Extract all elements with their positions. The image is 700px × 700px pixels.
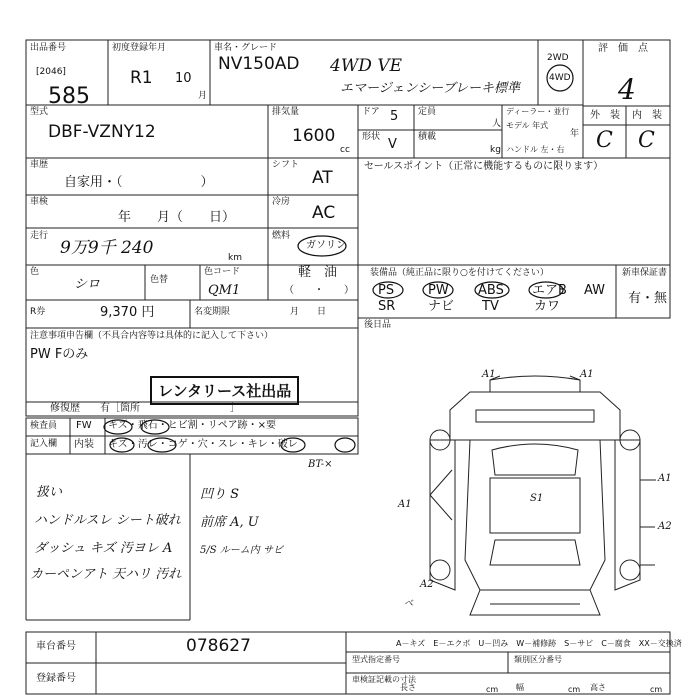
sales-label: セールスポイント（正常に機能するものに限ります） xyxy=(364,161,604,172)
ac: AC xyxy=(312,203,336,223)
first-reg-year: 10 xyxy=(175,71,192,86)
type-num-label: 型式指定番号 xyxy=(352,655,400,664)
notes-text: PW Fのみ xyxy=(30,347,89,362)
km-unit: km xyxy=(228,253,242,263)
post-items-label: 後日品 xyxy=(364,320,392,330)
displacement-label: 排気量 xyxy=(272,107,300,117)
name-label: 車名・グレード xyxy=(214,43,278,53)
equip-label: 装備品（純正品に限り○を付けてください） xyxy=(370,268,549,278)
mark-s1-center: S1 xyxy=(530,493,544,504)
mark-a2-right: A2 xyxy=(658,521,672,532)
name-change-label: 名変期限 xyxy=(194,307,231,317)
first-reg-label: 初度登録年月 xyxy=(112,43,167,53)
fw-label: FW xyxy=(76,420,92,431)
dealer-label: ディーラー・並行 xyxy=(506,107,570,116)
doors-label: ドア xyxy=(362,107,380,117)
color-change-label: 色替 xyxy=(150,275,169,285)
mileage: 9万9千 240 xyxy=(60,238,154,258)
width-label: 幅 xyxy=(516,683,524,692)
kg-unit: kg xyxy=(490,145,501,155)
score: 4 xyxy=(618,73,636,106)
chassis-label: 車台番号 xyxy=(36,641,76,652)
month-suffix: 月 xyxy=(198,91,208,101)
grade-line2: エマージェンシーブレーキ標準 xyxy=(340,81,520,96)
model-name: NV150AD xyxy=(218,54,300,74)
int-circle-tear xyxy=(335,438,355,452)
grade-line1: 4WD VE xyxy=(330,56,403,76)
load-label: 積載 xyxy=(418,132,437,142)
inspector-label-2: 記入欄 xyxy=(30,439,58,449)
lot-label: 出品番号 xyxy=(30,43,67,53)
shift-label: シフト xyxy=(272,160,300,170)
fw-text: キズ・飛石・ヒビ割・リペア跡・×要 xyxy=(108,420,276,431)
mark-a1-left: A1 xyxy=(398,499,412,510)
inspector-line-2: ハンドルスレ シート破れ xyxy=(34,513,181,528)
model-year-label: モデル 年式 xyxy=(506,121,549,130)
equip-airbag: エアB xyxy=(532,283,567,298)
mark-be: ベ xyxy=(404,599,414,609)
lot-small: [2046] xyxy=(36,67,66,77)
cm-unit-2: cm xyxy=(568,685,581,694)
fuel-gasoline: ガソリン xyxy=(306,240,346,251)
inspector-label-1: 検査員 xyxy=(30,421,58,431)
reg-label: 登録番号 xyxy=(36,673,76,684)
ac-label: 冷房 xyxy=(272,197,291,207)
color-label: 色 xyxy=(30,267,40,277)
mark-a1-right: A1 xyxy=(658,473,672,484)
equip-sr: SR xyxy=(378,299,396,314)
warranty-label: 新車保証書 xyxy=(622,268,668,278)
mark-a2-rear: A2 xyxy=(420,579,434,590)
exterior-grade: C xyxy=(596,128,613,153)
model-code: DBF-VZNY12 xyxy=(48,122,156,142)
equip-pw: PW xyxy=(428,283,449,298)
inspector-line-5: 凹り S xyxy=(200,487,240,502)
length-label: 長さ xyxy=(400,683,416,692)
inspector-line-4: カーペンアト 天ハリ 汚れ xyxy=(30,567,182,582)
cc-unit: cc xyxy=(340,145,350,155)
history: 自家用・（ ） xyxy=(64,175,214,190)
handle-label: ハンドル 左・右 xyxy=(506,145,565,154)
interior-grade: C xyxy=(638,128,655,153)
color: シロ xyxy=(74,277,101,292)
score-label: 評 価 点 xyxy=(598,43,648,54)
cm-unit-3: cm xyxy=(650,685,663,694)
equip-tv: TV xyxy=(482,299,499,314)
fuel-other: （ ・ ） xyxy=(284,285,354,296)
inspector-line-1: 扱い xyxy=(36,485,63,500)
inspector-line-3: ダッシュ キズ 汚ヨレ A xyxy=(34,541,173,556)
cm-unit-1: cm xyxy=(486,685,499,694)
warranty: 有・無 xyxy=(628,291,668,306)
drive-2wd: 2WD xyxy=(547,53,569,63)
name-change: 月 日 xyxy=(290,307,327,317)
recycle-label: R券 xyxy=(30,307,46,317)
shift: AT xyxy=(312,168,333,188)
fuel-diesel: 軽 油 xyxy=(298,265,338,280)
exterior-label: 外 装 xyxy=(590,110,620,121)
model-code-label: 型式 xyxy=(30,107,49,117)
shape-label: 形状 xyxy=(362,132,381,142)
recycle: 9,370 円 xyxy=(100,305,155,320)
history-label: 車歴 xyxy=(30,160,49,170)
first-reg-era: R1 xyxy=(130,68,153,88)
mark-a1-roof-right: A1 xyxy=(580,369,594,380)
inspection-label: 車検 xyxy=(30,197,49,207)
inspector-top-note: BT-× xyxy=(308,459,333,470)
mileage-label: 走行 xyxy=(30,231,49,241)
doors: 5 xyxy=(390,109,399,124)
year-suffix: 年 xyxy=(570,129,580,139)
color-code-label: 色コード xyxy=(204,267,241,277)
inspection: 年 月（ 日） xyxy=(118,210,236,225)
color-code: QM1 xyxy=(208,283,241,298)
equip-ps: PS xyxy=(378,283,395,298)
inspector-line-7: 5/S ルーム内 サビ xyxy=(200,545,283,556)
height-label: 高さ xyxy=(590,683,606,692)
notes-label: 注意事項申告欄（不具合内容等は具体的に記入して下さい） xyxy=(30,331,274,341)
equip-navi: ナビ xyxy=(428,299,455,314)
displacement: 1600 xyxy=(292,126,336,146)
dims-label: 車検証記載の寸法 xyxy=(352,675,416,684)
interior-check-label: 内装 xyxy=(74,439,94,450)
capacity-label: 定員 xyxy=(418,107,437,117)
interior-label: 内 装 xyxy=(632,110,662,121)
equip-leather: カワ xyxy=(534,299,561,314)
repair-history: 修復歴 有［箇所 ］ xyxy=(50,403,240,414)
damage-legend: A－キズ E－エクボ U－凹み W－補修跡 S－サビ C－腐食 XX－交換済 xyxy=(396,639,682,648)
mark-a1-roof-left: A1 xyxy=(482,369,496,380)
chassis-number: 078627 xyxy=(186,636,251,656)
shape: V xyxy=(388,137,397,152)
drive-4wd: 4WD xyxy=(549,73,571,83)
fuel-label: 燃料 xyxy=(272,231,291,241)
rental-stamp: レンタリース社出品 xyxy=(150,376,299,405)
inspector-line-6: 前席 A, U xyxy=(200,515,259,530)
lot-number: 585 xyxy=(48,84,90,109)
person-unit: 人 xyxy=(492,119,502,129)
equip-aw: AW xyxy=(584,283,606,298)
category-num-label: 類別区分番号 xyxy=(514,655,562,664)
interior-check-text: キズ・汚レ・コゲ・穴・スレ・キレ・破レ xyxy=(108,439,298,450)
equip-abs: ABS xyxy=(478,283,504,298)
